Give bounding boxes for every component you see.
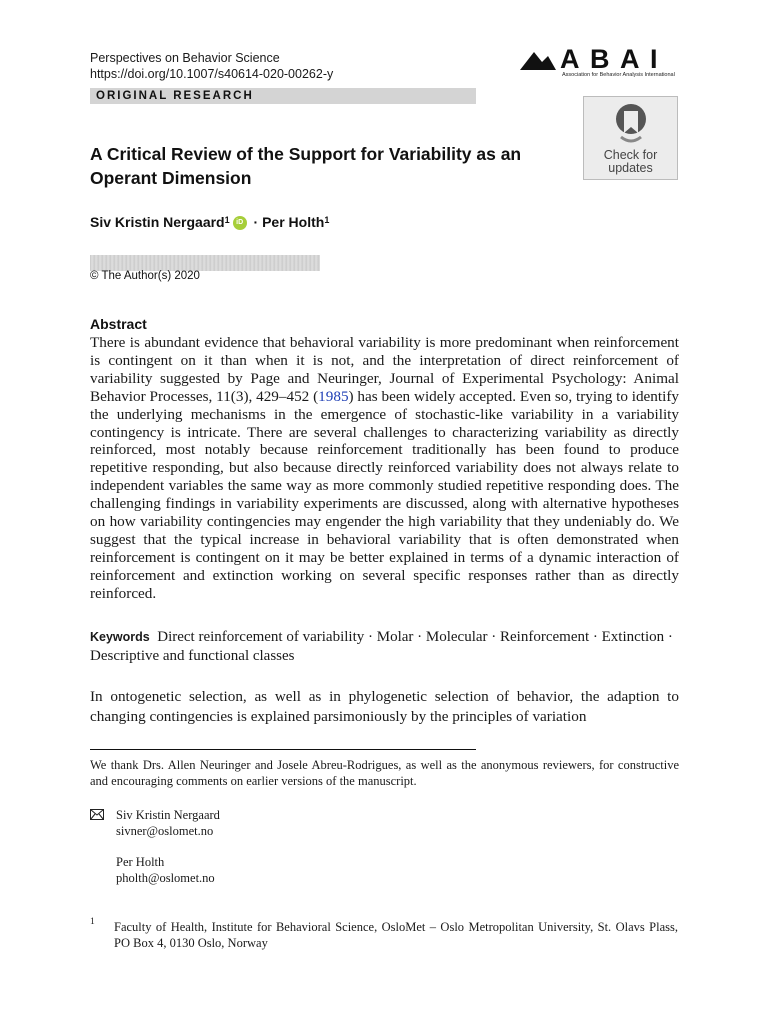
abstract-text (90, 334, 679, 603)
author-separator: · (249, 214, 263, 230)
footnote-divider (90, 749, 476, 750)
envelope-icon (90, 809, 104, 820)
author-affil-marker: 1 (224, 215, 230, 225)
contact-email[interactable]: pholth@oslomet.no (116, 871, 215, 885)
logo-subtitle: Association for Behavior Analysis International (562, 72, 675, 78)
copyright-text: The Author(s) 2020 (101, 270, 200, 282)
abstract-part-2: ) has been widely accepted. Even so, trying to identify the underlying mechanisms in the emergence of stochastic-like variability in a variability contingency is intricate. There are several challenges to characterizing variability as directly reinforced, most notably because reinforcement traditionally has been found to produce repetitive responding, but also because directly reinforced variability does not always relate to independent variables the same way as more commonly studied repetitive responding does. The challenging findings in variability experiments are discussed, along with alternative hypotheses on how variability contingencies may engender the high variability that they undeniably do. We suggest that the typical increase in behavioral variability that is often demonstrated when reinforcement is contingent on it may be better explained in terms of a dynamic interaction of reinforcement and extinction working on several specific responses rather than as directly reinforced. (90, 387, 679, 602)
logo-wordmark: A B A I (560, 44, 660, 74)
keywords-label: Keywords (90, 630, 150, 644)
bookmark-icon (615, 103, 647, 145)
author-affil-marker: 1 (324, 215, 330, 225)
acknowledgment-footnote: We thank Drs. Allen Neuringer and Josele Abreu-Rodrigues, as well as the anonymous reviewers, for constructive and encouraging comments on earlier versions of the manuscript. (90, 758, 679, 788)
copyright-icon: © (90, 270, 99, 282)
contact-email[interactable]: sivner@oslomet.no (116, 824, 214, 838)
author-name[interactable]: Per Holth (262, 214, 325, 230)
keywords-list: Direct reinforcement of variability · Molar · Molecular · Reinforcement · Extinction · Descriptive and functional classes (90, 629, 673, 664)
contact-name: Siv Kristin Nergaard (116, 808, 220, 822)
orcid-icon[interactable]: iD (233, 216, 247, 230)
abstract-part-1: There is abundant evidence that behavioral variability is more predominant when reinforcement is contingent on it than when it is not, and the interpretation of direct reinforcement of variability suggested by Page and Neuringer, Journal of Experimental Psychology: Animal Behavior Processes, 11(3), 429–452 ( (90, 334, 679, 405)
abai-logo (518, 46, 680, 80)
author-name[interactable]: Siv Kristin Nergaard (90, 214, 225, 230)
keywords (90, 628, 679, 665)
journal-name: Perspectives on Behavior Science (90, 51, 280, 65)
doi-link[interactable]: https://doi.org/10.1007/s40614-020-00262-y (90, 67, 334, 81)
author-line (90, 212, 329, 232)
check-for-updates-badge[interactable] (583, 96, 678, 180)
badge-line-2: updates (608, 161, 653, 175)
badge-line-1: Check for (603, 148, 658, 162)
abai-mark-icon (518, 46, 558, 76)
section-label: ORIGINAL RESEARCH (96, 90, 254, 102)
copyright-line (90, 269, 200, 283)
reference-link[interactable]: 1985 (318, 387, 349, 405)
body-paragraph: In ontogenetic selection, as well as in phylogenetic selection of behavior, the adaption to changing contingencies is explained parsimoniously by the principles of variation (90, 688, 679, 725)
affiliation-text: Faculty of Health, Institute for Behavioral Science, OsloMet – Oslo Metropolitan University, St. Olavs Plass, PO Box 4, 0130 Oslo, Norway (114, 920, 678, 950)
article-title: A Critical Review of the Support for Variability as an Operant Dimension (90, 144, 522, 188)
abstract-heading: Abstract (90, 316, 147, 332)
contact-name: Per Holth (116, 855, 165, 869)
affiliation-number: 1 (90, 917, 95, 927)
